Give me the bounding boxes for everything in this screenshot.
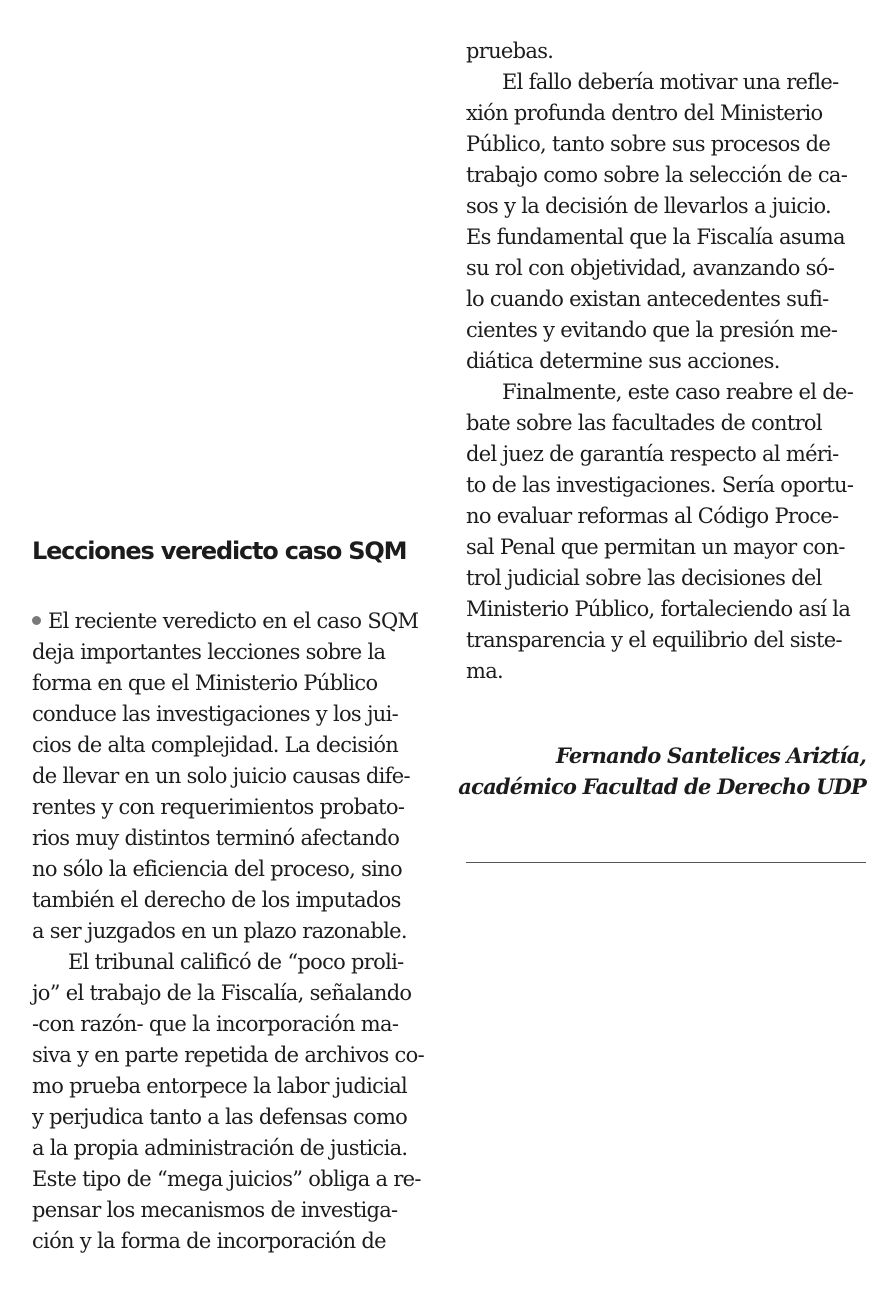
text-line: -con razón- que la incorporación ma-	[32, 1012, 399, 1036]
text-line: jo” el trabajo de la Fiscalía, señalando	[32, 981, 412, 1005]
text-line: Finalmente, este caso reabre el de-	[502, 380, 854, 404]
text-line: bate sobre las facultades de control	[466, 411, 822, 435]
text-line: también el derecho de los imputados	[32, 888, 401, 912]
text-line: lo cuando existan antecedentes sufi-	[466, 287, 829, 311]
bullet-icon	[32, 616, 41, 625]
bullet-line	[32, 606, 418, 637]
text-line: forma en que el Ministerio Público	[32, 671, 378, 695]
text-line: cientes y evitando que la presión me-	[466, 318, 838, 342]
text-line: trabajo como sobre la selección de ca-	[466, 163, 848, 187]
text-line: xión profunda dentro del Ministerio	[466, 101, 823, 125]
text-line: del juez de garantía respecto al méri-	[466, 442, 839, 466]
text-line: Es fundamental que la Fiscalía asuma	[466, 225, 845, 249]
text-line: El reciente veredicto en el caso SQM	[48, 609, 419, 633]
text-line: a la propia administración de justicia.	[32, 1136, 408, 1160]
text-line: rentes y con requerimientos probato-	[32, 795, 405, 819]
text-line: no evaluar reformas al Código Proce-	[466, 504, 839, 528]
text-line: sos y la decisión de llevarlos a juicio.	[466, 194, 832, 218]
text-line: ma.	[466, 659, 504, 683]
text-line: su rol con objetividad, avanzando só-	[466, 256, 835, 280]
text-line: no sólo la eficiencia del proceso, sino	[32, 857, 402, 881]
text-line: pruebas.	[466, 39, 554, 63]
article-headline: Lecciones veredicto caso SQM	[32, 537, 407, 565]
text-line: siva y en parte repetida de archivos co-	[32, 1043, 424, 1067]
text-line: transparencia y el equilibrio del siste-	[466, 628, 842, 652]
text-line: de llevar en un solo juicio causas dife-	[32, 764, 410, 788]
divider-rule	[466, 862, 866, 863]
author-affiliation: académico Facultad de Derecho UDP	[458, 774, 866, 799]
text-line: diática determine sus acciones.	[466, 349, 780, 373]
text-line: rios muy distintos terminó afectando	[32, 826, 400, 850]
text-line: Público, tanto sobre sus procesos de	[466, 132, 831, 156]
text-line: El fallo debería motivar una refle-	[502, 70, 839, 94]
text-line: conduce las investigaciones y los jui-	[32, 702, 399, 726]
text-line: a ser juzgados en un plazo razonable.	[32, 919, 407, 943]
text-line: to de las investigaciones. Sería oportu-	[466, 473, 854, 497]
text-line: mo prueba entorpece la labor judicial	[32, 1074, 408, 1098]
text-line: Este tipo de “mega juicios” obliga a re-	[32, 1167, 421, 1191]
text-line: y perjudica tanto a las defensas como	[32, 1105, 408, 1129]
text-line: trol judicial sobre las decisiones del	[466, 566, 822, 590]
text-line: deja importantes lecciones sobre la	[32, 640, 386, 664]
text-line: ción y la forma de incorporación de	[32, 1229, 386, 1253]
text-line: sal Penal que permitan un mayor con-	[466, 535, 845, 559]
text-line: Ministerio Público, fortaleciendo así la	[466, 597, 851, 621]
text-line: El tribunal calificó de “poco proli-	[68, 950, 404, 974]
text-line: pensar los mecanismos de investiga-	[32, 1198, 398, 1222]
author-name: Fernando Santelices Ariztía,	[555, 743, 866, 768]
text-line: cios de alta complejidad. La decisión	[32, 733, 399, 757]
